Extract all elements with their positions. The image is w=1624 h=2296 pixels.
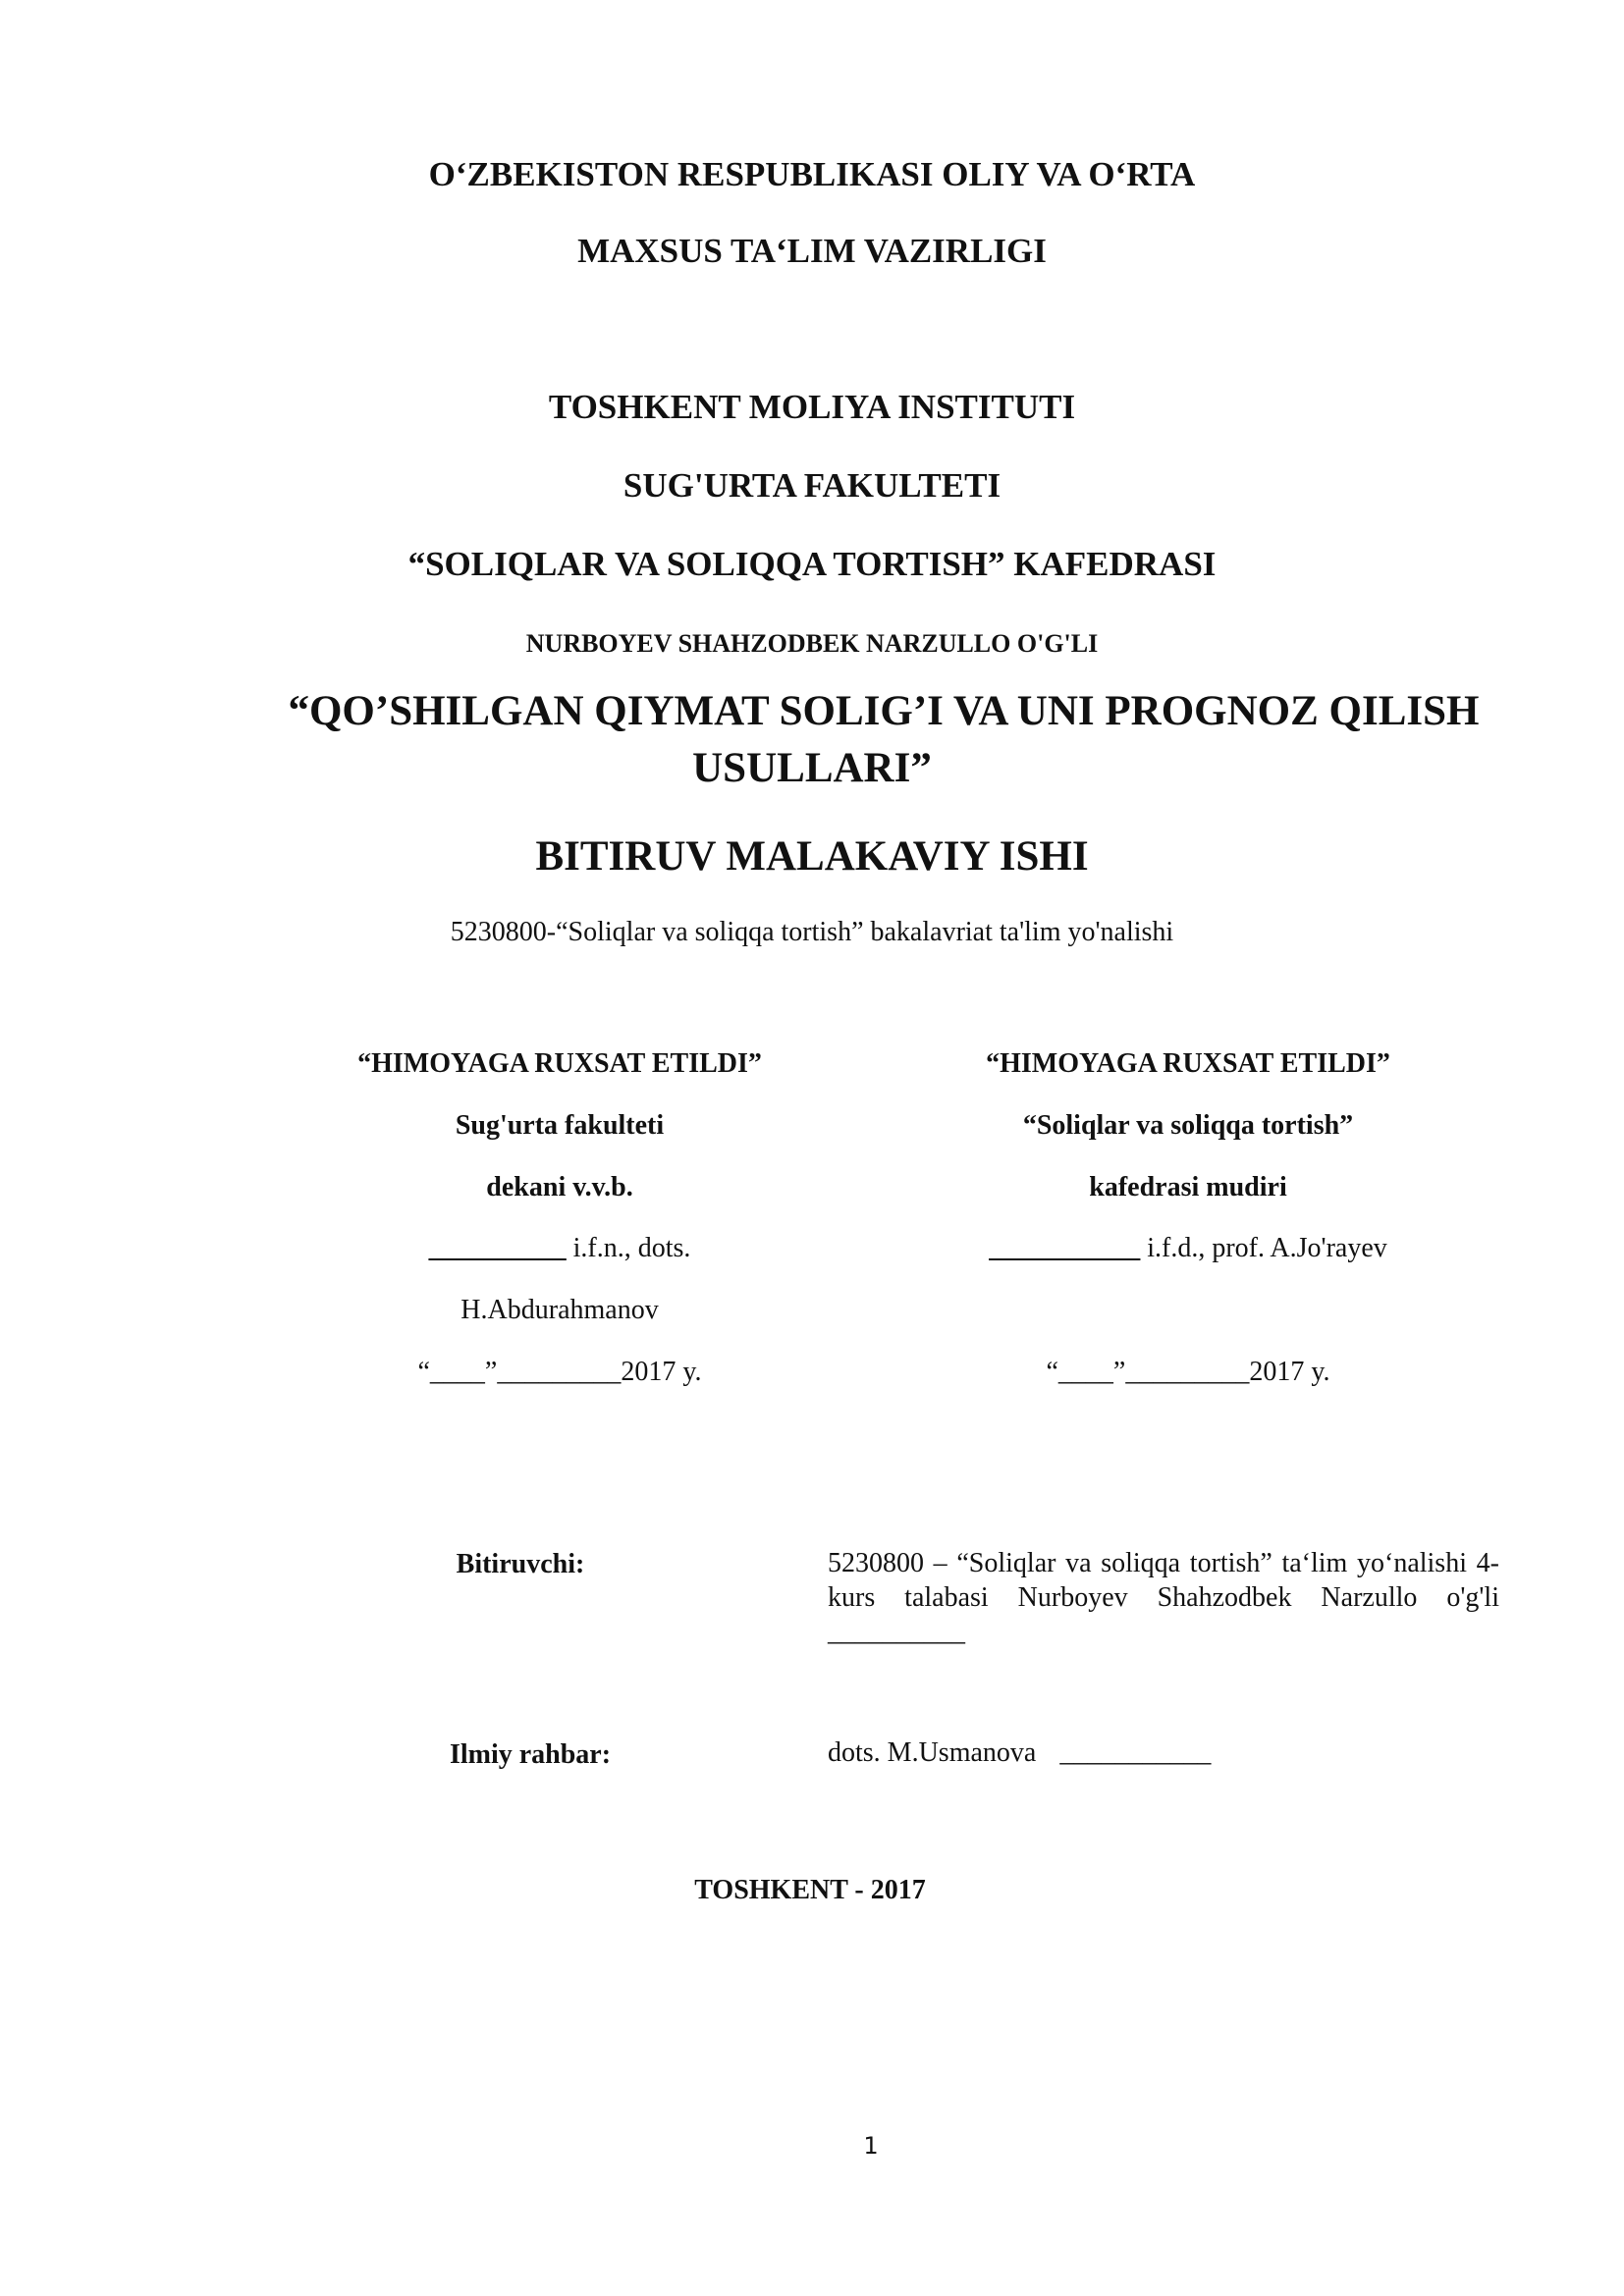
author-name: NURBOYEV SHAHZODBEK NARZULLO O'G'LI [525, 629, 1099, 658]
graduate-details [828, 1546, 1499, 1649]
graduate-label: Bitiruvchi: [456, 1549, 585, 1579]
work-type: BITIRUV MALAKAVIY ISHI [535, 833, 1089, 880]
approval-left-line-2: dekani v.v.b. [486, 1172, 633, 1202]
page-number: 1 [863, 2132, 879, 2160]
thesis-title-line-2: USULLARI” [692, 745, 932, 791]
signature-credentials: i.f.n., dots. [566, 1233, 691, 1263]
approval-left-signature [314, 1233, 805, 1264]
supervisor-name: dots. M.Usmanova [828, 1737, 1037, 1768]
department-name: “SOLIQLAR VA SOLIQQA TORTISH” KAFEDRASI [407, 545, 1217, 583]
city-year: TOSHKENT - 2017 [694, 1875, 926, 1905]
specialty-line: 5230800-“Soliqlar va soliqqa tortish” bakalavriat ta'lim yo'nalishi [450, 917, 1174, 947]
approval-left-name: H.Abdurahmanov [460, 1295, 659, 1325]
graduate-text: 5230800 – “Soliqlar va soliqqa tortish” ta‘lim yo‘nalishi 4-kurs talabasi Nurboyev Shahzodbek Narzullo o'g'li __________ [828, 1548, 1499, 1647]
approval-right-heading: “HIMOYAGA RUXSAT ETILDI” [986, 1048, 1390, 1079]
signature-blank: ___________ [989, 1233, 1141, 1263]
ministry-line-1: O‘ZBEKISTON RESPUBLIKASI OLIY VA O‘RTA [428, 155, 1196, 193]
supervisor-details [828, 1737, 1211, 1769]
ministry-line-2: MAXSUS TA‘LIM VAZIRLIGI [577, 232, 1047, 270]
approval-right-line-2: kafedrasi mudiri [1089, 1172, 1287, 1202]
thesis-title-line-1: “QO’SHILGAN QIYMAT SOLIG’I VA UNI PROGNOZ QILISH [288, 688, 1480, 734]
signature-blank: __________ [428, 1233, 567, 1263]
institute-name: TOSHKENT MOLIYA INSTITUTI [548, 388, 1076, 426]
supervisor-label: Ilmiy rahbar: [449, 1739, 612, 1770]
signature-credentials: i.f.d., prof. A.Jo'rayev [1140, 1233, 1387, 1263]
signature-blank: ___________ [1059, 1737, 1212, 1768]
approval-left-date: “____”_________2017 y. [417, 1357, 702, 1387]
approval-right-signature [943, 1233, 1434, 1264]
faculty-name: SUG'URTA FAKULTETI [623, 466, 1001, 505]
approval-right-line-1: “Soliqlar va soliqqa tortish” [1022, 1110, 1354, 1141]
approval-right-date: “____”_________2017 y. [1046, 1357, 1330, 1387]
approval-left-line-1: Sug'urta fakulteti [455, 1110, 665, 1141]
approval-left-heading: “HIMOYAGA RUXSAT ETILDI” [357, 1048, 762, 1079]
